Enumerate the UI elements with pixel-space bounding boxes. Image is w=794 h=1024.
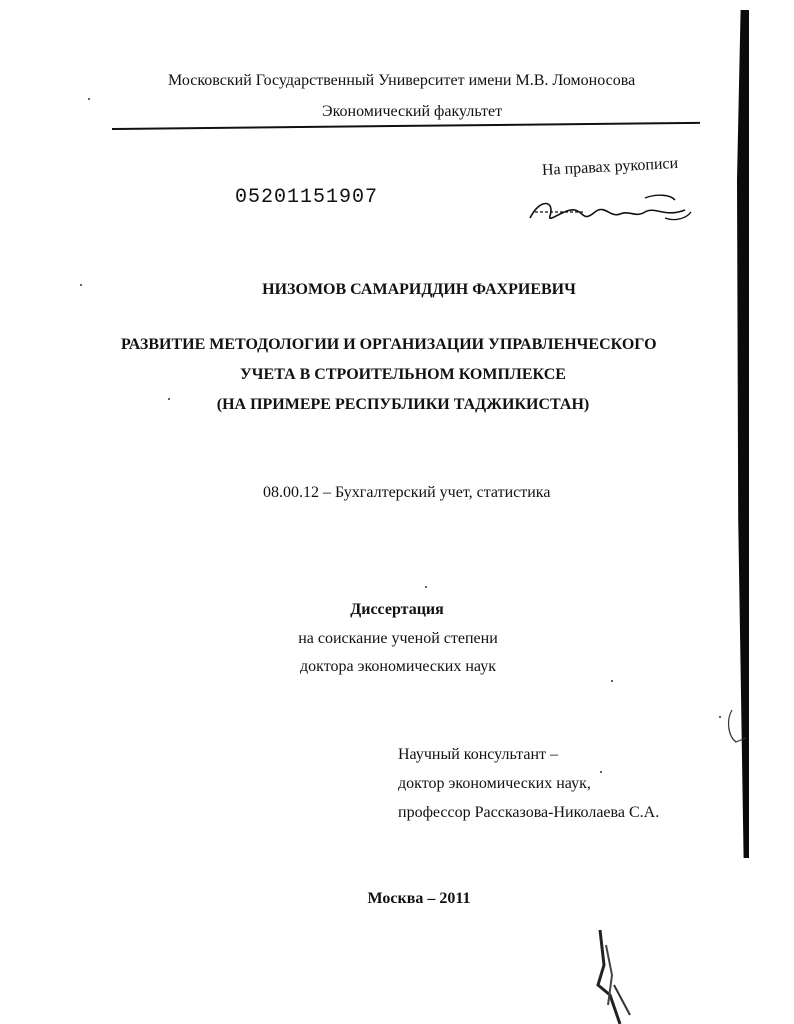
manuscript-note: На правах рукописи — [541, 154, 679, 179]
faculty-name: Экономический факультет — [322, 103, 503, 120]
city-year: Москва – 2011 — [367, 890, 471, 907]
title-line-2: УЧЕТА В СТРОИТЕЛЬНОМ КОМПЛЕКСЕ — [240, 366, 566, 383]
consultant-degree: доктор экономических наук, — [398, 775, 591, 792]
university-name: Московский Государственный Университет имени М.В. Ломоносова — [168, 72, 636, 89]
registry-number: 05201151907 — [235, 186, 379, 209]
degree-line-1: на соискание ученой степени — [298, 630, 498, 647]
scan-artifact-bottom — [590, 925, 650, 1024]
degree-line-2: доктора экономических наук — [300, 658, 496, 675]
title-line-1: РАЗВИТИЕ МЕТОДОЛОГИИ И ОРГАНИЗАЦИИ УПРАВЛЕНЧЕСКОГО — [121, 336, 657, 353]
title-line-3: (НА ПРИМЕРЕ РЕСПУБЛИКИ ТАДЖИКИСТАН) — [216, 396, 590, 413]
header-divider — [112, 122, 700, 130]
consultant-name: профессор Рассказова-Николаева С.А. — [398, 804, 660, 821]
consultant-role: Научный консультант – — [398, 746, 558, 763]
specialty-code: 08.00.12 – Бухгалтерский учет, статистика — [263, 484, 551, 501]
scan-artifact-right — [722, 708, 752, 748]
author-name: НИЗОМОВ САМАРИДДИН ФАХРИЕВИЧ — [262, 281, 576, 298]
degree-heading: Диссертация — [350, 601, 444, 618]
signature-image — [525, 188, 695, 228]
